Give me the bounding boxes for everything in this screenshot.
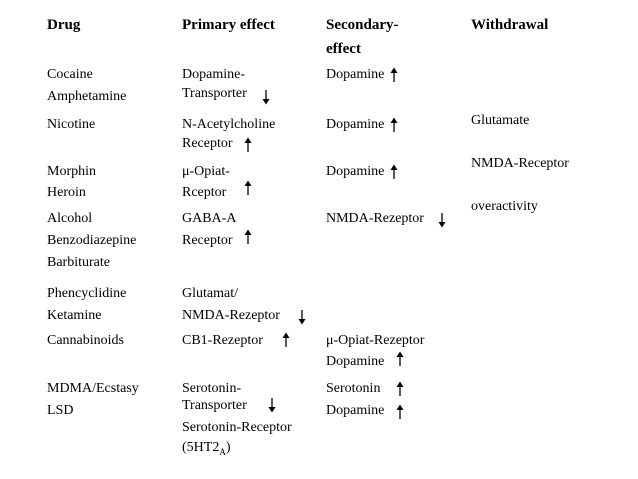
receptor-subscript: A	[219, 446, 226, 457]
secondary-effect: Dopamine	[326, 117, 385, 132]
secondary-effect: μ-Opiat-Rezeptor	[326, 333, 425, 348]
primary-effect: μ-Opiat-	[182, 164, 230, 179]
arrow-up-icon	[396, 381, 404, 397]
primary-effect	[182, 440, 231, 460]
secondary-effect: Dopamine	[326, 164, 385, 179]
arrow-down-icon	[262, 89, 270, 105]
drug-name: Benzodiazepine	[47, 233, 137, 248]
header-drug: Drug	[47, 17, 81, 33]
drug-name: Nicotine	[47, 117, 96, 132]
arrow-up-icon	[390, 164, 398, 180]
primary-effect: Rceptor	[182, 185, 227, 200]
drug-name: MDMA/Ecstasy	[47, 381, 139, 396]
primary-effect: Serotonin-	[182, 381, 242, 396]
receptor-name: (5HT2	[182, 440, 220, 455]
withdrawal-text: NMDA-Receptor	[471, 156, 569, 171]
drug-name: Cocaine	[47, 67, 93, 82]
arrow-up-icon	[396, 351, 404, 367]
primary-effect: Glutamat/	[182, 286, 238, 301]
arrow-down-icon	[298, 309, 306, 325]
drug-name: Phencyclidine	[47, 286, 127, 301]
arrow-down-icon	[438, 212, 446, 228]
primary-effect: NMDA-Rezeptor	[182, 308, 280, 323]
secondary-effect: Dopamine	[326, 354, 385, 369]
secondary-effect: Serotonin	[326, 381, 381, 396]
primary-effect: Receptor	[182, 233, 233, 248]
withdrawal-text: Glutamate	[471, 113, 530, 128]
secondary-effect: Dopamine	[326, 403, 385, 418]
primary-effect: Serotonin-Receptor	[182, 420, 292, 435]
arrow-up-icon	[244, 180, 252, 196]
arrow-up-icon	[282, 332, 290, 348]
header-secondary-effect-line2: effect	[326, 41, 361, 57]
drug-name: Heroin	[47, 185, 86, 200]
header-primary-effect: Primary effect	[182, 17, 275, 33]
arrow-up-icon	[396, 404, 404, 420]
drug-name: Barbiturate	[47, 255, 110, 270]
arrow-up-icon	[244, 137, 252, 153]
arrow-down-icon	[268, 397, 276, 413]
secondary-effect: NMDA-Rezeptor	[326, 211, 424, 226]
primary-effect: N-Acetylcholine	[182, 117, 276, 132]
primary-effect: Receptor	[182, 136, 233, 151]
drug-name: Amphetamine	[47, 89, 127, 104]
drug-name: Cannabinoids	[47, 333, 124, 348]
primary-effect: GABA-A	[182, 211, 237, 226]
primary-effect: Transporter	[182, 398, 247, 413]
primary-effect: Transporter	[182, 86, 247, 101]
header-withdrawal: Withdrawal	[471, 17, 549, 33]
primary-effect: Dopamine-	[182, 67, 245, 82]
drug-name: Morphin	[47, 164, 96, 179]
drug-name: LSD	[47, 403, 74, 418]
drug-name: Ketamine	[47, 308, 102, 323]
arrow-up-icon	[390, 67, 398, 83]
primary-effect: CB1-Rezeptor	[182, 333, 263, 348]
arrow-up-icon	[244, 229, 252, 245]
withdrawal-text: overactivity	[471, 199, 538, 214]
arrow-up-icon	[390, 117, 398, 133]
receptor-close: )	[225, 440, 231, 455]
secondary-effect: Dopamine	[326, 67, 385, 82]
header-secondary-effect-line1: Secondary-	[326, 17, 399, 33]
drug-name: Alcohol	[47, 211, 93, 226]
